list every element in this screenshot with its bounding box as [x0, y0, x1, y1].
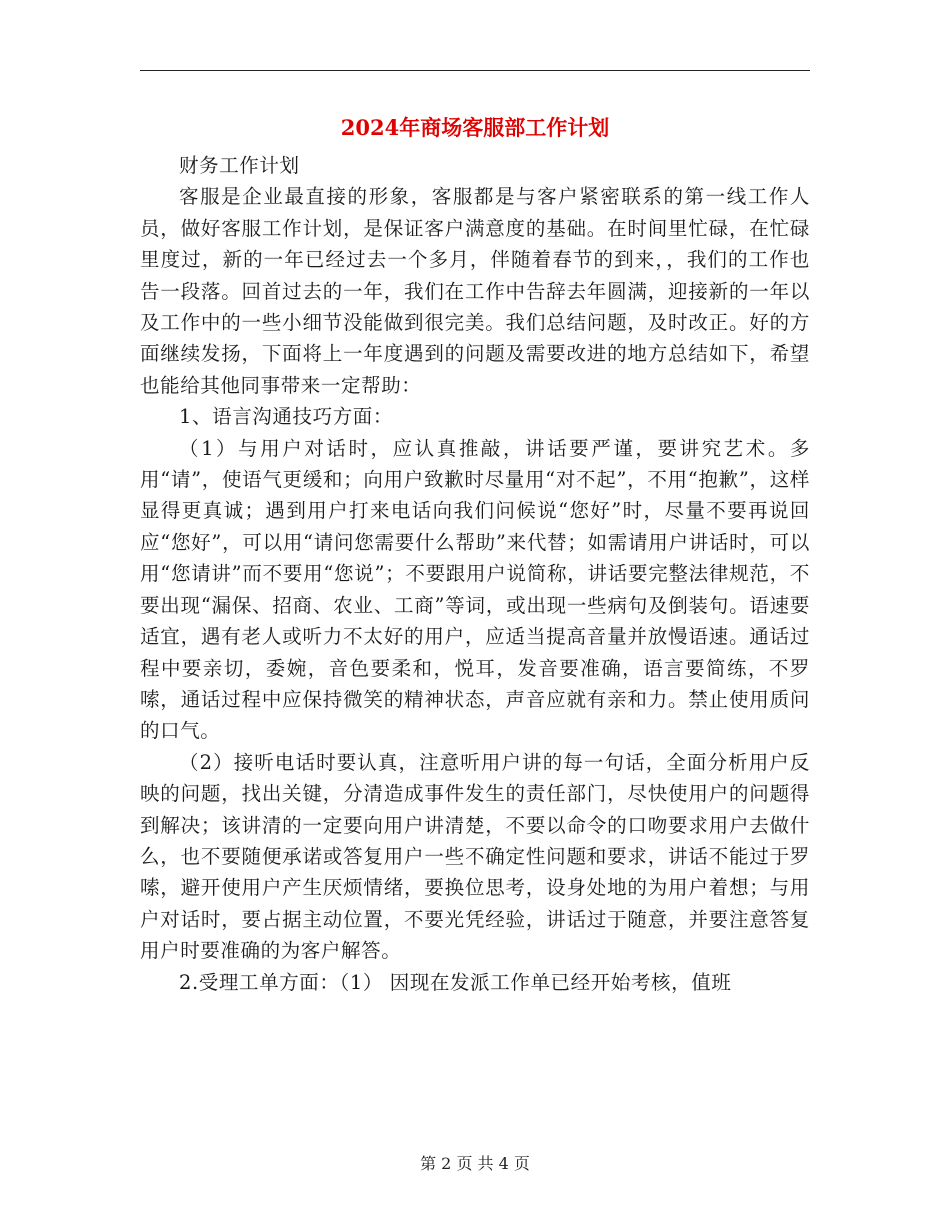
paragraph-intro: 客服是企业最直接的形象，客服都是与客户紧密联系的第一线工作人员，做好客服工作计划，是保证客户满意度的基础。在时间里忙碌，在忙碌里度过，新的一年已经过去一个多月，伴随着春节的到来，，我们的工作也告一段落。回首过去的一年，我们在工作中告辞去年圆满，迎接新的一年以及工作中的一些小细节没能做到很完美。我们总结问题，及时改正。好的方面继续发扬，下面将上一年度遇到的问题及需要改进的地方总结如下，希望也能给其他同事带来一定帮助： [140, 185, 810, 397]
document-title: 2024年商场客服部工作计划 [340, 115, 610, 140]
paragraph-section-1-item-2: （2）接听电话时要认真，注意听用户讲的每一句话，全面分析用户反映的问题，找出关键，分清造成事件发生的责任部门，尽快使用户的问题得到解决；该讲清的一定要向用户讲清楚，不要以命令的口吻要求用户去做什么，也不要随便承诺或答复用户一些不确定性问题和要求，讲话不能过于罗嗦，避开使用户产生厌烦情绪，要换位思考，设身处地的为用户着想；与用户对话时，要占据主动位置，不要光凭经验，讲话过于随意，并要注意答复用户时要准确的为客户解答。 [140, 750, 810, 963]
paragraph-section-2-start: 2.受理工单方面：（1） 因现在发派工作单已经开始考核，值班 [179, 970, 732, 994]
header-rule [140, 70, 810, 71]
paragraph-section-1-item-1: （1）与用户对话时，应认真推敲，讲话要严谨，要讲究艺术。多用“请”，使语气更缓和；向用户致歉时尽量用“对不起”，不用“抱歉”，这样显得更真诚；遇到用户打来电话向我们问候说“您好”时，尽量不要再说回应“您好”，可以用“请问您需要什么帮助”来代替；如需请用户讲话时，可以用“您请讲”而不要用“您说”；不要跟用户说简称，讲话要完整法律规范，不要出现“漏保、招商、农业、工商”等词，或出现一些病句及倒装句。语速要适宜，遇有老人或听力不太好的用户，应适当提高音量并放慢语速。通话过程中要亲切，委婉，音色要柔和，悦耳，发音要准确，语言要简练，不罗嗦，通话过程中应保持微笑的精神状态，声音应就有亲和力。禁止使用质问的口气。 [140, 436, 810, 743]
page-number: 第 2 页 共 4 页 [420, 1154, 530, 1173]
document-body [140, 150, 810, 998]
paragraph-section-1-heading: 1、语言沟通技巧方面： [179, 405, 394, 429]
paragraph-subtitle: 财务工作计划 [179, 154, 300, 177]
